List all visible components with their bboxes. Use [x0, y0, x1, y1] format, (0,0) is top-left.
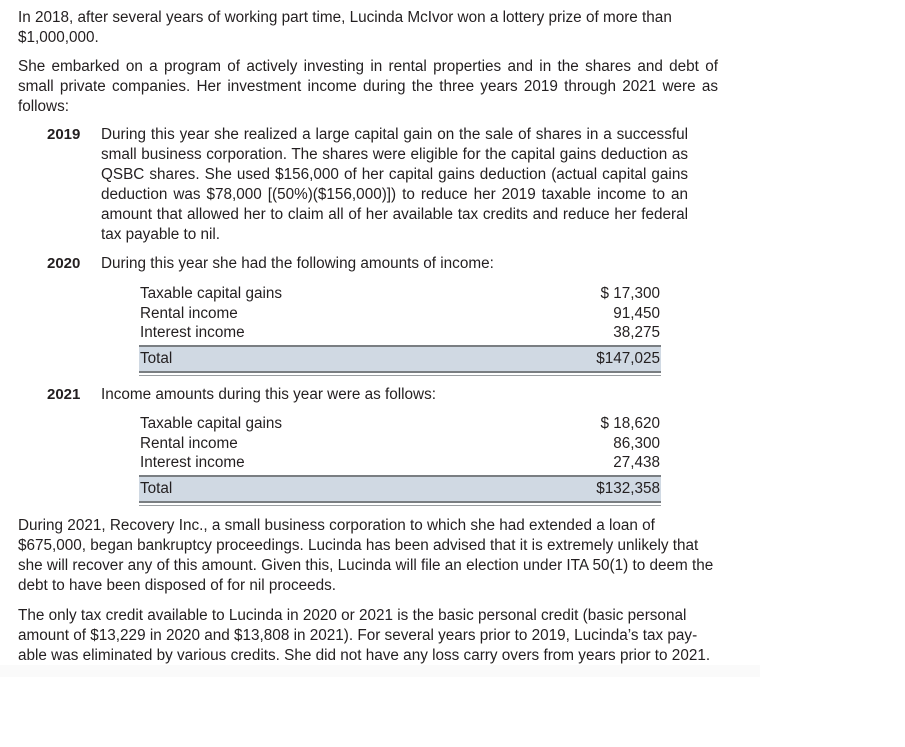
- row-value: 86,300: [613, 434, 660, 452]
- year-text-2019: During this year she realized a large capital gain on the sale of shares in a successful small business corporation. The shares were eligible for the capital gains deduction as QSBC shares. She used $156,000 of her capital gains deduction (actual capital gains deduction was $78,000 [(50%)($156,000)]) to reduce her 2019 taxable income to an amount that allowed her to claim all of her available tax credits and reduce her federal tax payable to nil.: [101, 126, 688, 243]
- intro-paragraph-1: In 2018, after several years of working part time, Lucinda McIvor won a lottery prize of more than $1,000,000.: [18, 9, 672, 46]
- double-rule: [139, 371, 661, 376]
- total-row: [139, 475, 661, 501]
- row-value: 38,275: [613, 324, 660, 341]
- total-value: $132,358: [596, 479, 660, 497]
- row-label: Rental income: [140, 304, 238, 322]
- row-label: Interest income: [140, 454, 245, 471]
- row-value: $ 18,620: [600, 415, 660, 432]
- income-table-2020: [139, 284, 661, 376]
- income-table-2021: [139, 414, 661, 506]
- table-row: [139, 284, 661, 304]
- table-row: [139, 414, 661, 434]
- year-text-2021: Income amounts during this year were as follows:: [101, 386, 436, 403]
- table-row: [139, 453, 661, 473]
- year-label-2019: 2019: [47, 126, 81, 143]
- total-row: [139, 345, 661, 371]
- row-label: Rental income: [140, 434, 238, 452]
- table-row: [139, 434, 661, 454]
- total-label: Total: [140, 479, 173, 497]
- row-label: Interest income: [140, 324, 245, 341]
- closing-paragraph-1: During 2021, Recovery Inc., a small business corporation to which she had extended a loan of $675,000, began bankruptcy proceedings. Lucinda has been advised that it is extremely unlikely that she will recover any of this amount. Given this, Lucinda will file an election under ITA 50(1) to deem the debt to have been disposed of for nil proceeds.: [18, 517, 714, 594]
- row-label: Taxable capital gains: [140, 415, 283, 432]
- total-value: $147,025: [596, 349, 660, 367]
- intro-paragraph-2: She embarked on a program of actively investing in rental properties and in the shares and debt of small private companies. Her investment income during the three years 2019 through 2021 were as follows:: [18, 58, 718, 115]
- closing-paragraph-2: The only tax credit available to Lucinda in 2020 or 2021 is the basic personal credit (basic personal amount of $13,229 in 2020 and $13,808 in 2021). For several years prior to 2019, Lucinda’s tax pay-able was eliminated by various credits. She did not have any loss carry overs from years prior to 2021.: [18, 607, 711, 664]
- year-text-2020: During this year she had the following amounts of income:: [101, 255, 494, 272]
- row-value: 27,438: [613, 454, 660, 471]
- table-row: [139, 304, 661, 324]
- table-row: [139, 323, 661, 343]
- row-value: 91,450: [613, 304, 660, 322]
- row-value: $ 17,300: [600, 285, 660, 302]
- double-rule: [139, 501, 661, 506]
- row-label: Taxable capital gains: [140, 285, 283, 302]
- year-label-2021: 2021: [47, 386, 81, 403]
- total-label: Total: [140, 349, 173, 367]
- year-label-2020: 2020: [47, 255, 81, 272]
